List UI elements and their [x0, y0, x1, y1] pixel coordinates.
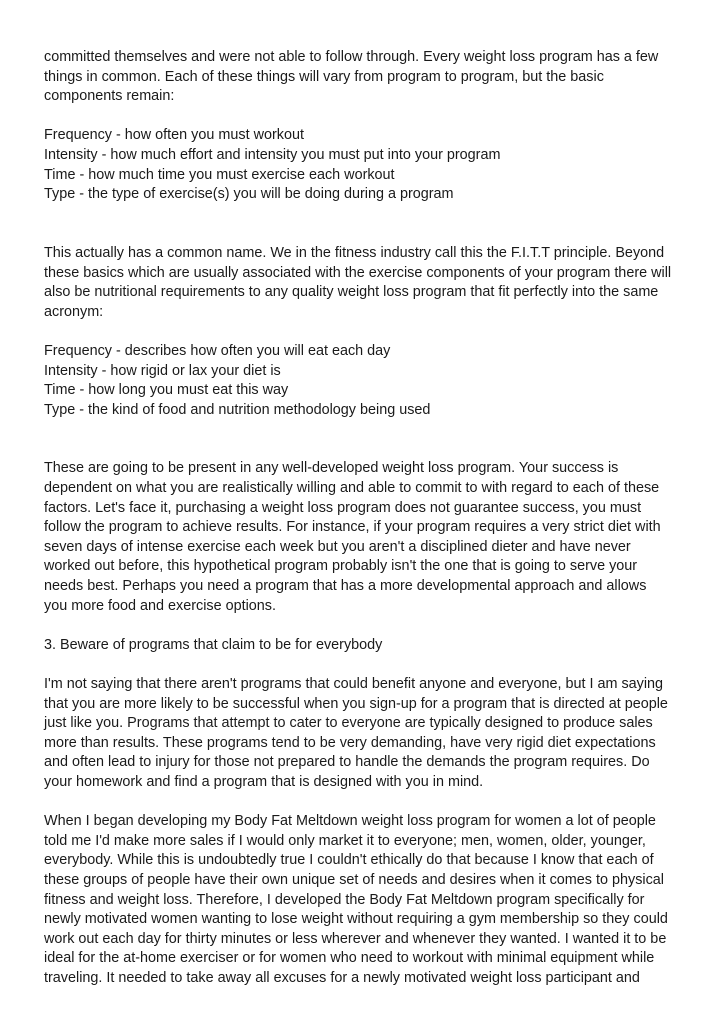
- text-line: more than results. These programs tend to be very demanding, have very rigid diet expectations: [44, 734, 656, 751]
- text-line: components remain:: [44, 88, 175, 105]
- text-line: needs best. Perhaps you need a program that has a more developmental approach and allows: [44, 578, 647, 595]
- text-line: things in common. Each of these things will vary from program to program, but the basic: [44, 68, 604, 85]
- list-item: Frequency - describes how often you will eat each day: [44, 342, 391, 359]
- text-line: told me I'd make more sales if I would only market it to everyone; men, women, older, younger,: [44, 832, 646, 849]
- list-item: Time - how much time you must exercise each workout: [44, 166, 395, 183]
- text-line: When I began developing my Body Fat Meltdown weight loss program for women a lot of people: [44, 813, 656, 830]
- text-line: committed themselves and were not able to follow through. Every weight loss program has a few: [44, 49, 659, 65]
- text-line: These are going to be present in any well-developed weight loss program. Your success is: [44, 460, 619, 477]
- paragraph-fitt-principle: [44, 244, 688, 322]
- text-line: fitness and weight loss. Therefore, I developed the Body Fat Meltdown program specifically for: [44, 891, 645, 908]
- text-line: these basics which are usually associated with the exercise components of your program there will: [44, 264, 672, 281]
- text-line: seven days of intense exercise each week but you aren't a disciplined dieter and have never: [44, 538, 631, 555]
- list-item: Intensity - how rigid or lax your diet is: [44, 362, 281, 379]
- text-line: these groups of people have their own unique set of needs and desires when it comes to physical: [44, 871, 664, 888]
- text-line: This actually has a common name. We in the fitness industry call this the F.I.T.T principle. Beyond: [44, 244, 665, 261]
- text-line: dependent on what you are realistically willing and able to commit to with regard to each of these: [44, 480, 660, 497]
- paragraph-success: [44, 459, 688, 616]
- text-line: I'm not saying that there aren't programs that could benefit anyone and everyone, but I am saying: [44, 676, 664, 692]
- text-line: work out each day for thirty minutes or less wherever and whenever they wanted. I wanted it to be: [44, 930, 667, 947]
- list-item: Frequency - how often you must workout: [44, 127, 304, 144]
- text-line: everybody. While this is undoubtedly true I couldn't ethically do that because I know that each of: [44, 852, 654, 869]
- paragraph-body-fat-meltdown: [44, 812, 688, 988]
- text-line: follow the program to achieve results. For instance, if your program requires a very strict diet with: [44, 519, 661, 536]
- text-line: your homework and find a program that is designed with you in mind.: [44, 773, 484, 790]
- text-line: ideal for the at-home exerciser or for women who need to workout with minimal equipment while: [44, 950, 655, 967]
- list-item: Type - the kind of food and nutrition methodology being used: [44, 401, 431, 418]
- text-line: also be nutritional requirements to any quality weight loss program that fit perfectly into the same: [44, 284, 659, 301]
- paragraph-programs: [44, 675, 688, 793]
- section-heading: 3. Beware of programs that claim to be for everybody: [44, 636, 383, 653]
- list-item: Type - the type of exercise(s) you will be doing during a program: [44, 186, 454, 203]
- text-line: just like you. Programs that attempt to cater to everyone are typically designed to produce sales: [44, 715, 653, 732]
- text-line: acronym:: [44, 303, 104, 320]
- text-line: factors. Let's face it, purchasing a weight loss program does not guarantee success, you must: [44, 499, 642, 516]
- list-item: Time - how long you must eat this way: [44, 382, 289, 399]
- text-line: worked out before, this hypothetical program probably isn't the one that is going to serve your: [44, 558, 638, 575]
- text-line: that you are more likely to be successful when you sign-up for a program that is directed at people: [44, 695, 668, 712]
- text-line: traveling. It needed to take away all excuses for a newly motivated weight loss participant and: [44, 969, 640, 986]
- text-line: and often lead to injury for those not prepared to handle the demands the program requires. Do: [44, 754, 650, 771]
- fitt-nutrition-list: [44, 342, 688, 420]
- paragraph-intro: [44, 48, 688, 107]
- text-line: you more food and exercise options.: [44, 597, 276, 614]
- text-line: newly motivated women wanting to lose weight without requiring a gym membership so they could: [44, 911, 668, 928]
- list-item: Intensity - how much effort and intensity you must put into your program: [44, 146, 501, 163]
- fitt-exercise-list: [44, 126, 688, 204]
